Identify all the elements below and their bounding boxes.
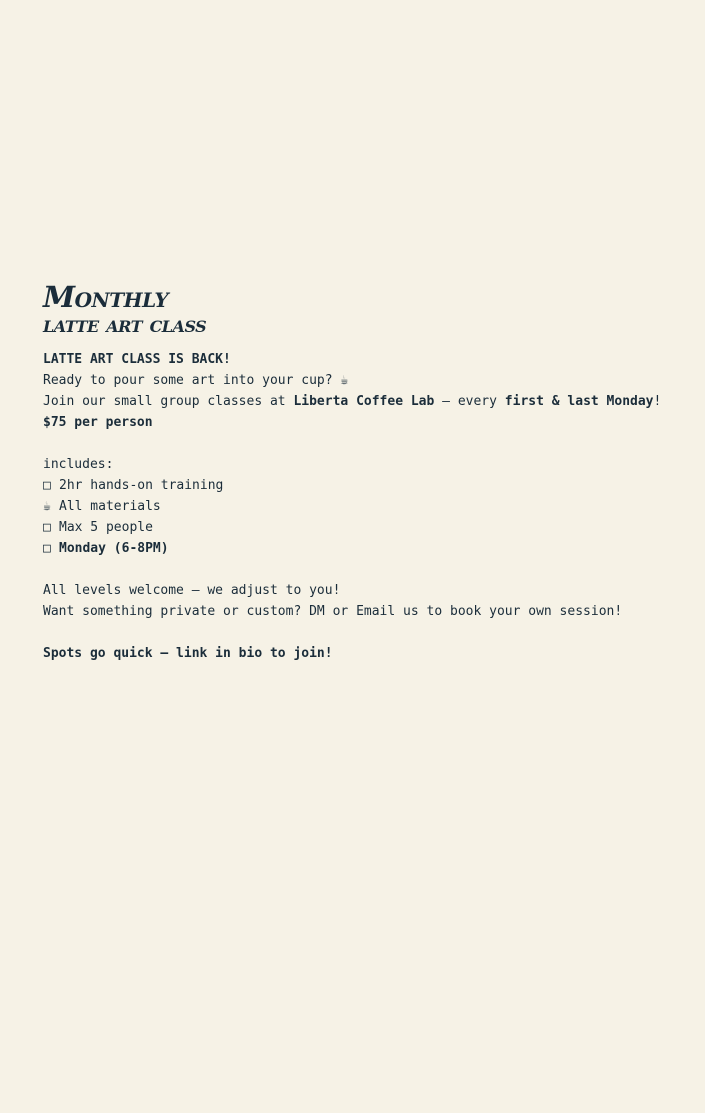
ready-text: Ready to pour some art into your cup? ☕ — [43, 373, 349, 388]
levels-text: All levels welcome — we adjust to you! — [43, 583, 341, 598]
price: $75 per person — [43, 415, 153, 430]
bullet-icon: □ — [43, 520, 51, 535]
include-item-text: All materials — [59, 499, 161, 514]
title-line-1: Monthly — [43, 280, 169, 314]
post-title — [43, 280, 693, 338]
include-item — [43, 517, 693, 538]
schedule: first & last Monday — [504, 394, 654, 409]
headline: LATTE ART CLASS IS BACK! — [43, 352, 231, 367]
join-mid: — every — [434, 394, 505, 409]
join-suffix: ! — [653, 394, 662, 409]
join-prefix: Join our small group classes at — [43, 394, 294, 409]
include-item — [43, 496, 693, 517]
post-body — [43, 349, 693, 664]
post-content — [43, 280, 693, 664]
venue-name: Liberta Coffee Lab — [293, 394, 435, 409]
include-item-text: Monday (6-8PM) — [59, 541, 169, 556]
include-item — [43, 538, 693, 559]
coffee-icon: ☕ — [43, 499, 51, 514]
title-line-2: latte art class — [43, 311, 207, 338]
private-text: Want something private or custom? DM or Email us to book your own session! — [43, 604, 623, 619]
bullet-icon: □ — [43, 541, 51, 556]
includes-label: includes: — [43, 457, 114, 472]
join-text — [43, 391, 693, 412]
include-item-text: 2hr hands-on training — [59, 478, 224, 493]
include-item-text: Max 5 people — [59, 520, 153, 535]
bullet-icon: □ — [43, 478, 51, 493]
cta-text: Spots go quick — link in bio to join! — [43, 646, 333, 661]
include-item — [43, 475, 693, 496]
